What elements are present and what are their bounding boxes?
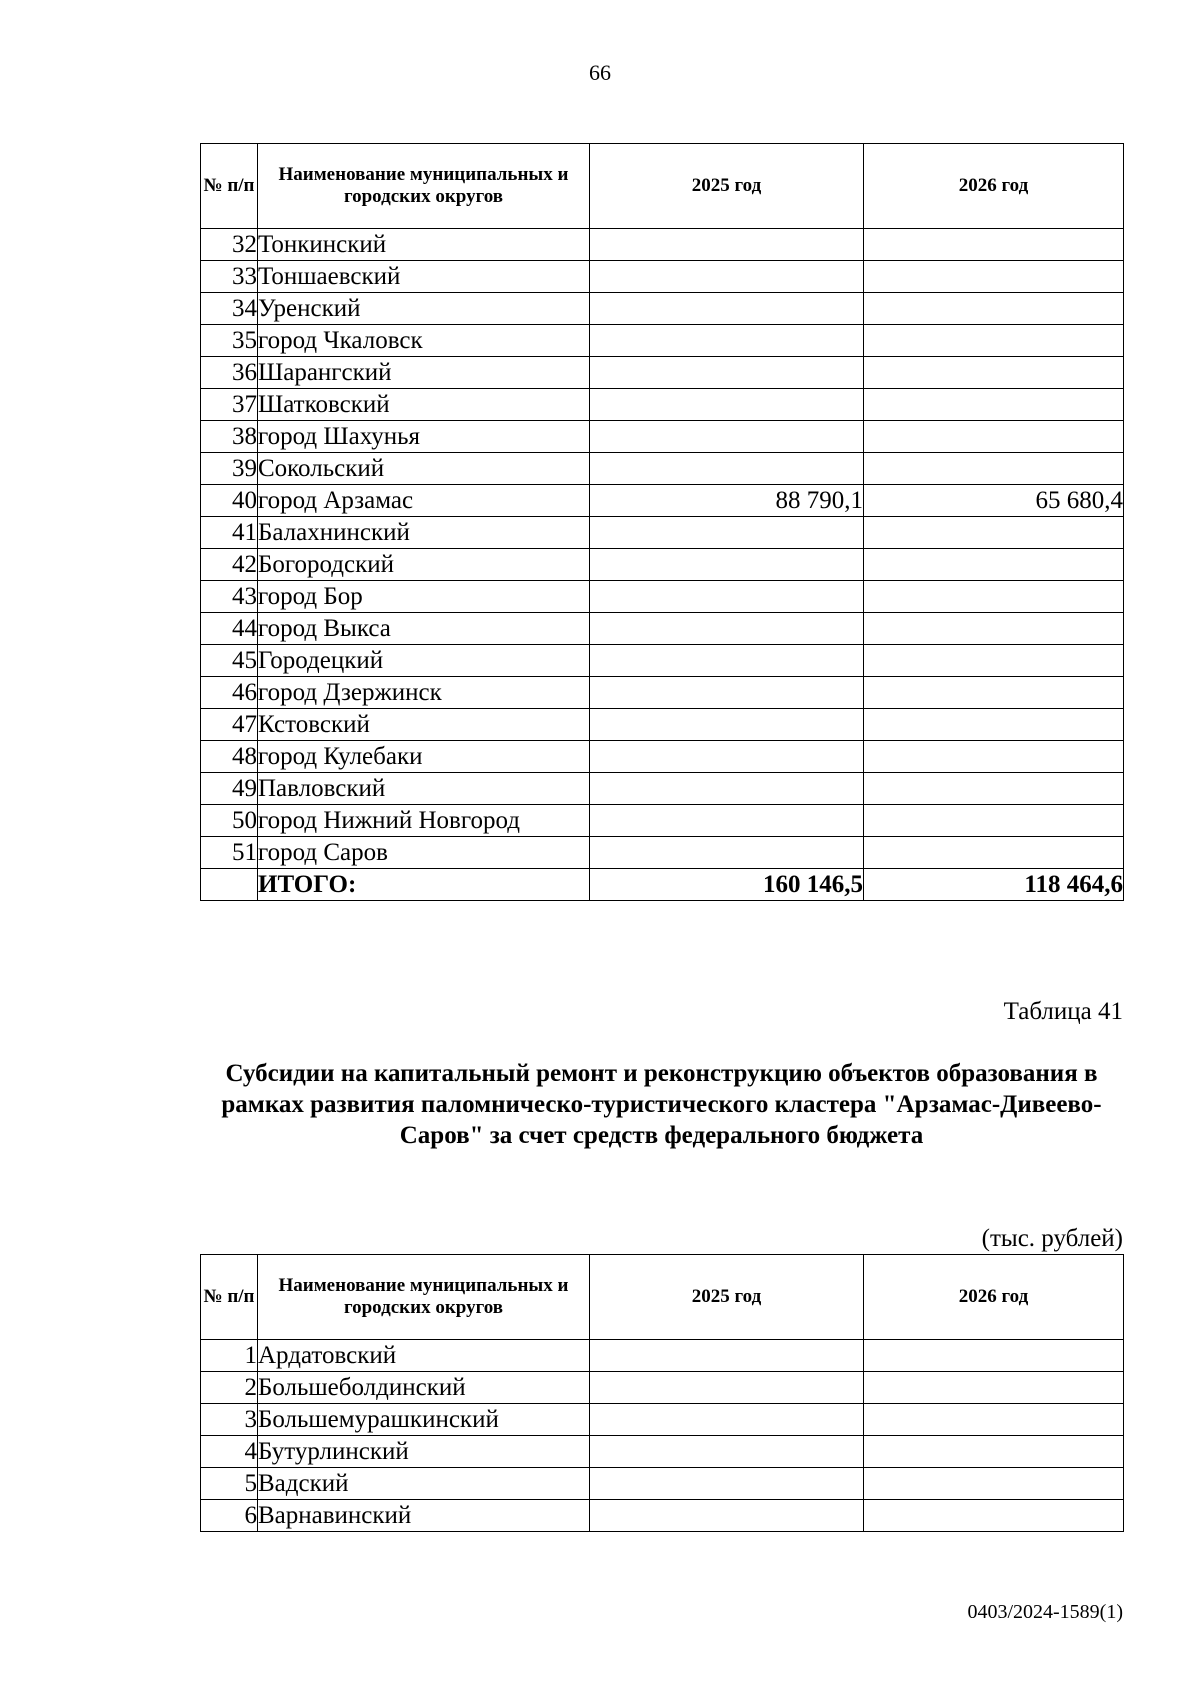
table-row <box>201 453 1124 485</box>
row-value-2026 <box>864 773 1124 805</box>
row-name: Шарангский <box>258 357 590 389</box>
row-number: 34 <box>201 293 258 325</box>
row-value-2026 <box>864 805 1124 837</box>
row-value-2025 <box>590 1372 864 1404</box>
row-name: Балахнинский <box>258 517 590 549</box>
row-value-2026 <box>864 709 1124 741</box>
row-number: 47 <box>201 709 258 741</box>
table-row <box>201 229 1124 261</box>
row-name: город Арзамас <box>258 485 590 517</box>
row-value-2026 <box>864 1500 1124 1532</box>
header-name: Наименование муниципальных и городских округов <box>258 1255 590 1340</box>
row-value-2026 <box>864 517 1124 549</box>
row-name: Бутурлинский <box>258 1436 590 1468</box>
row-value-2026 <box>864 837 1124 869</box>
row-value-2026 <box>864 741 1124 773</box>
row-value-2025 <box>590 229 864 261</box>
table-row <box>201 421 1124 453</box>
row-value-2025 <box>590 421 864 453</box>
table-row <box>201 357 1124 389</box>
row-value-2025 <box>590 357 864 389</box>
row-value-2025 <box>590 1340 864 1372</box>
row-value-2025 <box>590 549 864 581</box>
table-caption: Таблица 41 <box>1003 998 1123 1025</box>
row-value-2026 <box>864 549 1124 581</box>
header-name: Наименование муниципальных и городских округов <box>258 144 590 229</box>
row-value-2025 <box>590 1468 864 1500</box>
row-value-2025 <box>590 325 864 357</box>
row-number: 3 <box>201 1404 258 1436</box>
row-value-2025 <box>590 453 864 485</box>
row-name: город Бор <box>258 581 590 613</box>
subsidy-table-41 <box>200 1254 1124 1532</box>
row-value-2025 <box>590 1404 864 1436</box>
document-code: 0403/2024-1589(1) <box>967 1601 1123 1623</box>
table-row <box>201 1372 1124 1404</box>
row-value-2025 <box>590 517 864 549</box>
row-value-2025 <box>590 741 864 773</box>
row-name: Тоншаевский <box>258 261 590 293</box>
row-value-2025 <box>590 389 864 421</box>
row-number: 36 <box>201 357 258 389</box>
subsidy-table-continued <box>200 143 1124 901</box>
row-number: 5 <box>201 1468 258 1500</box>
row-value-2025 <box>590 805 864 837</box>
row-name: Уренский <box>258 293 590 325</box>
row-value-2025 <box>590 645 864 677</box>
header-2025: 2025 год <box>590 144 864 229</box>
row-name: Городецкий <box>258 645 590 677</box>
row-value-2025 <box>590 293 864 325</box>
row-name: город Нижний Новгород <box>258 805 590 837</box>
table-body <box>201 1340 1124 1532</box>
row-number: 6 <box>201 1500 258 1532</box>
table-row <box>201 837 1124 869</box>
row-value-2026 <box>864 1372 1124 1404</box>
table-row <box>201 1404 1124 1436</box>
row-number: 38 <box>201 421 258 453</box>
row-value-2026 <box>864 357 1124 389</box>
header-num: № п/п <box>201 144 258 229</box>
row-value-2025 <box>590 773 864 805</box>
table-row <box>201 581 1124 613</box>
row-number: 35 <box>201 325 258 357</box>
total-value-2026: 118 464,6 <box>864 869 1124 901</box>
table-row <box>201 613 1124 645</box>
row-value-2026 <box>864 645 1124 677</box>
row-value-2026 <box>864 1468 1124 1500</box>
row-number: 39 <box>201 453 258 485</box>
row-number: 4 <box>201 1436 258 1468</box>
row-value-2025 <box>590 677 864 709</box>
row-name: Варнавинский <box>258 1500 590 1532</box>
header-2026: 2026 год <box>864 1255 1124 1340</box>
row-number: 40 <box>201 485 258 517</box>
row-value-2025 <box>590 613 864 645</box>
table-row <box>201 1340 1124 1372</box>
row-number: 48 <box>201 741 258 773</box>
row-number: 46 <box>201 677 258 709</box>
table-row <box>201 325 1124 357</box>
row-value-2026 <box>864 389 1124 421</box>
row-value-2026 <box>864 421 1124 453</box>
row-value-2025 <box>590 837 864 869</box>
table-row <box>201 805 1124 837</box>
row-name: Ардатовский <box>258 1340 590 1372</box>
row-value-2026 <box>864 1340 1124 1372</box>
row-name: Шатковский <box>258 389 590 421</box>
row-name: город Выкса <box>258 613 590 645</box>
header-num: № п/п <box>201 1255 258 1340</box>
row-number: 42 <box>201 549 258 581</box>
table-row <box>201 517 1124 549</box>
row-number: 32 <box>201 229 258 261</box>
total-row <box>201 869 1124 901</box>
table-body <box>201 229 1124 901</box>
row-value-2026 <box>864 613 1124 645</box>
total-num <box>201 869 258 901</box>
table-row <box>201 1468 1124 1500</box>
total-value-2025: 160 146,5 <box>590 869 864 901</box>
row-number: 44 <box>201 613 258 645</box>
row-value-2026 <box>864 453 1124 485</box>
row-value-2025 <box>590 261 864 293</box>
row-value-2026 <box>864 261 1124 293</box>
table-row <box>201 389 1124 421</box>
row-number: 41 <box>201 517 258 549</box>
row-value-2025 <box>590 709 864 741</box>
table-row <box>201 645 1124 677</box>
row-number: 43 <box>201 581 258 613</box>
row-value-2025: 88 790,1 <box>590 485 864 517</box>
table-row <box>201 1436 1124 1468</box>
row-value-2026: 65 680,4 <box>864 485 1124 517</box>
row-number: 2 <box>201 1372 258 1404</box>
row-name: город Чкаловск <box>258 325 590 357</box>
row-number: 37 <box>201 389 258 421</box>
table-row <box>201 293 1124 325</box>
row-name: город Кулебаки <box>258 741 590 773</box>
table-row <box>201 261 1124 293</box>
row-name: Павловский <box>258 773 590 805</box>
row-name: город Саров <box>258 837 590 869</box>
row-name: Сокольский <box>258 453 590 485</box>
row-number: 50 <box>201 805 258 837</box>
row-name: Богородский <box>258 549 590 581</box>
table-header-row <box>201 1255 1124 1340</box>
row-value-2025 <box>590 581 864 613</box>
table-title: Субсидии на капитальный ремонт и реконструкцию объектов образования в рамках развития паломническо-туристического кластера "Арзамас-Дивеево-Саров" за счет средств федерального бюджета <box>221 1060 1102 1149</box>
row-value-2026 <box>864 1436 1124 1468</box>
header-2026: 2026 год <box>864 144 1124 229</box>
row-value-2026 <box>864 229 1124 261</box>
row-name: город Дзержинск <box>258 677 590 709</box>
table-row <box>201 709 1124 741</box>
row-name: город Шахунья <box>258 421 590 453</box>
table-header-row <box>201 144 1124 229</box>
row-value-2026 <box>864 325 1124 357</box>
table-row <box>201 773 1124 805</box>
table-row <box>201 549 1124 581</box>
row-name: Большемурашкинский <box>258 1404 590 1436</box>
row-number: 51 <box>201 837 258 869</box>
row-name: Тонкинский <box>258 229 590 261</box>
total-label: ИТОГО: <box>258 869 590 901</box>
row-value-2026 <box>864 581 1124 613</box>
header-2025: 2025 год <box>590 1255 864 1340</box>
row-value-2025 <box>590 1436 864 1468</box>
table-row <box>201 677 1124 709</box>
row-value-2025 <box>590 1500 864 1532</box>
row-value-2026 <box>864 293 1124 325</box>
table-row <box>201 741 1124 773</box>
table-row <box>201 1500 1124 1532</box>
row-number: 1 <box>201 1340 258 1372</box>
table-row <box>201 485 1124 517</box>
row-number: 49 <box>201 773 258 805</box>
row-name: Вадский <box>258 1468 590 1500</box>
row-name: Большеболдинский <box>258 1372 590 1404</box>
row-name: Кстовский <box>258 709 590 741</box>
page-number: 66 <box>589 60 611 85</box>
row-value-2026 <box>864 677 1124 709</box>
row-value-2026 <box>864 1404 1124 1436</box>
row-number: 33 <box>201 261 258 293</box>
units-label: (тыс. рублей) <box>981 1225 1123 1252</box>
row-number: 45 <box>201 645 258 677</box>
